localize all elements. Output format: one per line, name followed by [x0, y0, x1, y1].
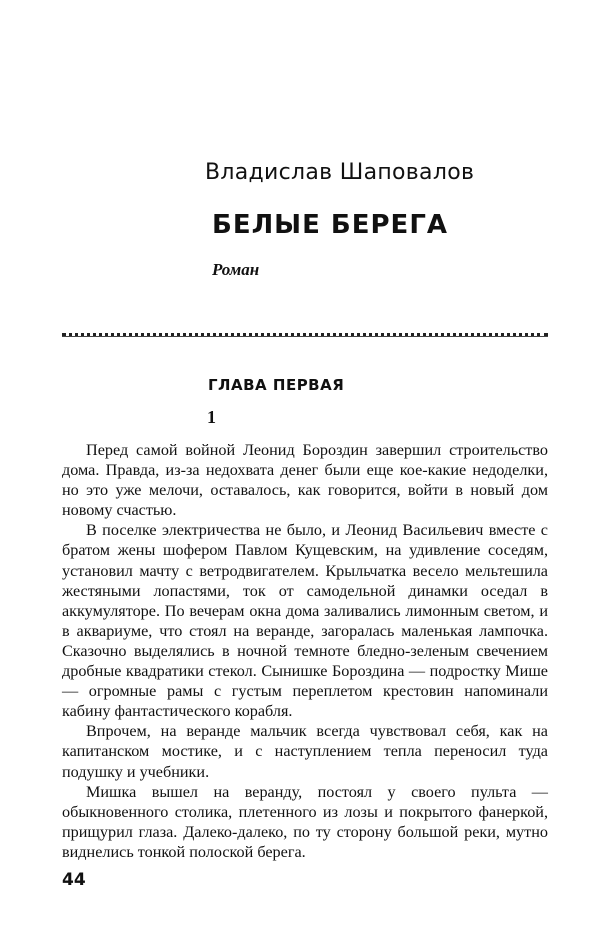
- divider-line: [62, 336, 548, 337]
- chapter-heading: ГЛАВА ПЕРВАЯ: [208, 376, 345, 394]
- paragraph: Впрочем, на веранде мальчик всегда чувствовал себя, как на капитанском мостике, и с наступлением тепла переносил туда подушку и учебники.: [62, 722, 548, 781]
- author-name: Владислав Шаповалов: [205, 160, 475, 185]
- page-number: 44: [62, 870, 86, 890]
- paragraph: Мишка вышел на веранду, постоял у своего пульта — обыкновенного столика, плетенного из лозы и покрытого фанеркой, прищурил глаза. Далеко-далеко, по ту сторону большой реки, мутно виднелись тонкой полоской берега.: [62, 782, 548, 861]
- paragraph: Перед самой войной Леонид Бороздин завершил строительство дома. Правда, из-за недохвата денег были еще кое-какие недоделки, но это уже мелочи, оставалось, как говорится, войти в новый дом новому счастью.: [62, 441, 548, 520]
- body-text: [62, 440, 548, 862]
- genre-label: Роман: [212, 260, 260, 279]
- paragraph: В поселке электричества не было, и Леонид Васильевич вместе с братом жены шофером Павлом Кущевским, на удивление соседям, установил мачту с ветродвигателем. Крыльчатка весело мельтешила жестяными лопастями, ток от самодельной динамки оседал в аккумуляторе. По вечерам окна дома заливались лимонным светом, и в аквариуме, что стоял на веранде, загоралась маленькая лампочка. Сказочно выделялись в ночной темноте бледно-зеленым свечением дробные квадратики стекол. Сынишке Бороздина — подростку Мише — огромные рамы с густым переплетом крестовин напоминали кабину фантастического корабля.: [62, 521, 548, 721]
- section-number: 1: [207, 407, 216, 427]
- book-title: БЕЛЫЕ БЕРЕГА: [212, 210, 449, 240]
